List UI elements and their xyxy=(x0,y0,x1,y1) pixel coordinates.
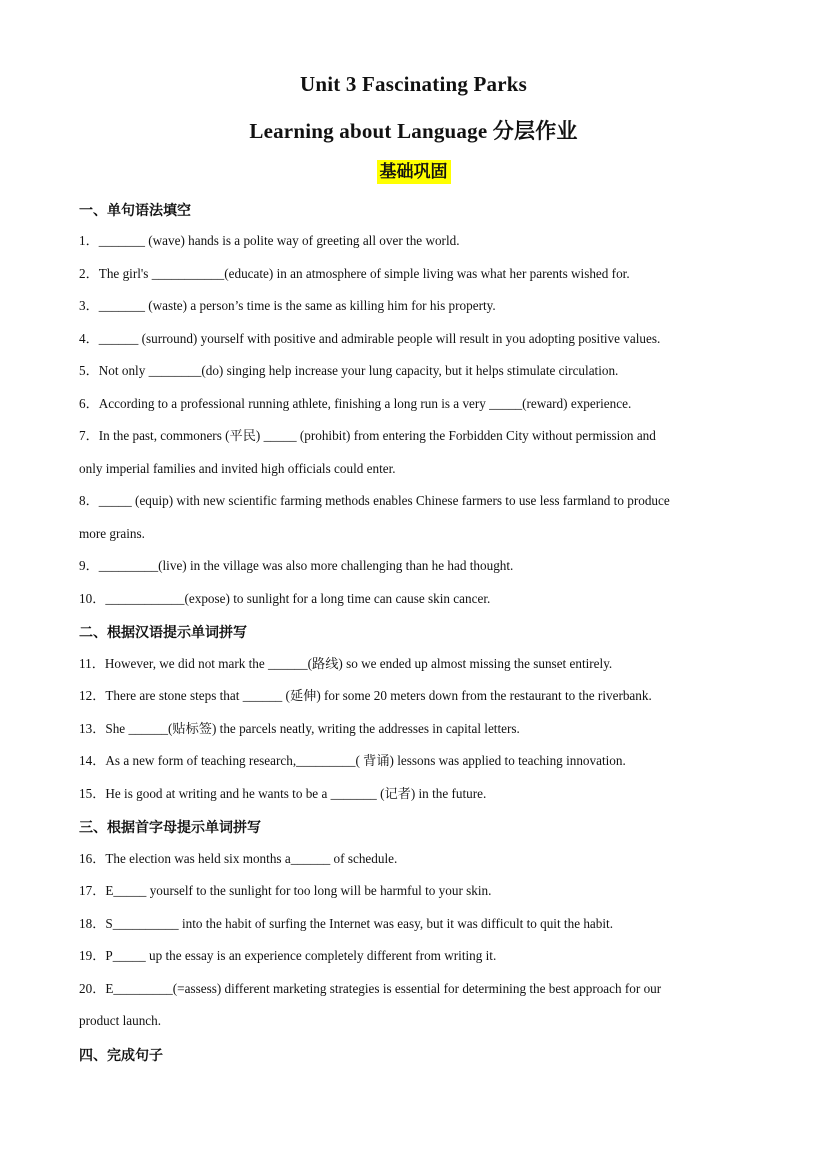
exercise-line: 19．P_____ up the essay is an experience completely different from writing it. xyxy=(79,948,497,963)
exercise-line: 10．____________(expose) to sunlight for a long time can cause skin cancer. xyxy=(79,591,491,606)
exercise-line: 8．_____ (equip) with new scientific farming methods enables Chinese farmers to use less farmland to produce xyxy=(79,493,670,508)
exercise-line: 18．S__________ into the habit of surfing the Internet was easy, but it was difficult to quit the habit. xyxy=(79,916,614,931)
exercise-line: 3．_______ (waste) a person’s time is the same as killing him for his property. xyxy=(79,298,496,313)
exercise-line: 9．_________(live) in the village was also more challenging than he had thought. xyxy=(79,558,514,573)
level-badge-wrap xyxy=(0,160,827,184)
exercise-line: product launch. xyxy=(79,1013,162,1028)
exercise-line: only imperial families and invited high officials could enter. xyxy=(79,461,396,476)
level-badge: 基础巩固 xyxy=(377,160,451,184)
exercise-line: 2．The girl's ___________(educate) in an atmosphere of simple living was what her parents wished for. xyxy=(79,266,630,281)
exercise-line: 14．As a new form of teaching research,_________( 背诵) lessons was applied to teaching innovation. xyxy=(79,753,626,768)
exercise-line: 4．______ (surround) yourself with positive and admirable people will result in you adopting positive values. xyxy=(79,331,661,346)
exercise-line: more grains. xyxy=(79,526,145,541)
section-heading-1: 一、单句语法填空 xyxy=(79,203,191,219)
section-heading-4: 四、完成句子 xyxy=(79,1048,163,1064)
section-heading-3: 三、根据首字母提示单词拼写 xyxy=(79,820,261,836)
exercise-line: 16．The election was held six months a______ of schedule. xyxy=(79,851,398,866)
section-heading-2: 二、根据汉语提示单词拼写 xyxy=(79,625,247,641)
exercise-line: 13．She ______(贴标签) the parcels neatly, writing the addresses in capital letters. xyxy=(79,721,520,736)
exercise-line: 11．However, we did not mark the ______(路线) so we ended up almost missing the sunset entirely. xyxy=(79,656,613,671)
exercise-line: 15．He is good at writing and he wants to be a _______ (记者) in the future. xyxy=(79,786,487,801)
exercise-line: 17．E_____ yourself to the sunlight for too long will be harmful to your skin. xyxy=(79,883,492,898)
exercise-line: 5．Not only ________(do) singing help increase your lung capacity, but it helps stimulate circulation. xyxy=(79,363,619,378)
exercise-line: 20．E_________(=assess) different marketing strategies is essential for determining the best approach for our xyxy=(79,981,662,996)
page-subtitle: Learning about Language 分层作业 xyxy=(249,119,578,143)
exercise-line: 6．According to a professional running athlete, finishing a long run is a very _____(reward) experience. xyxy=(79,396,632,411)
exercise-line: 7．In the past, commoners (平民) _____ (prohibit) from entering the Forbidden City without permission and xyxy=(79,428,656,443)
exercise-line: 12．There are stone steps that ______ (延伸) for some 20 meters down from the restaurant to the riverbank. xyxy=(79,688,652,703)
page-title: Unit 3 Fascinating Parks xyxy=(299,72,528,96)
exercise-line: 1．_______ (wave) hands is a polite way of greeting all over the world. xyxy=(79,233,460,248)
